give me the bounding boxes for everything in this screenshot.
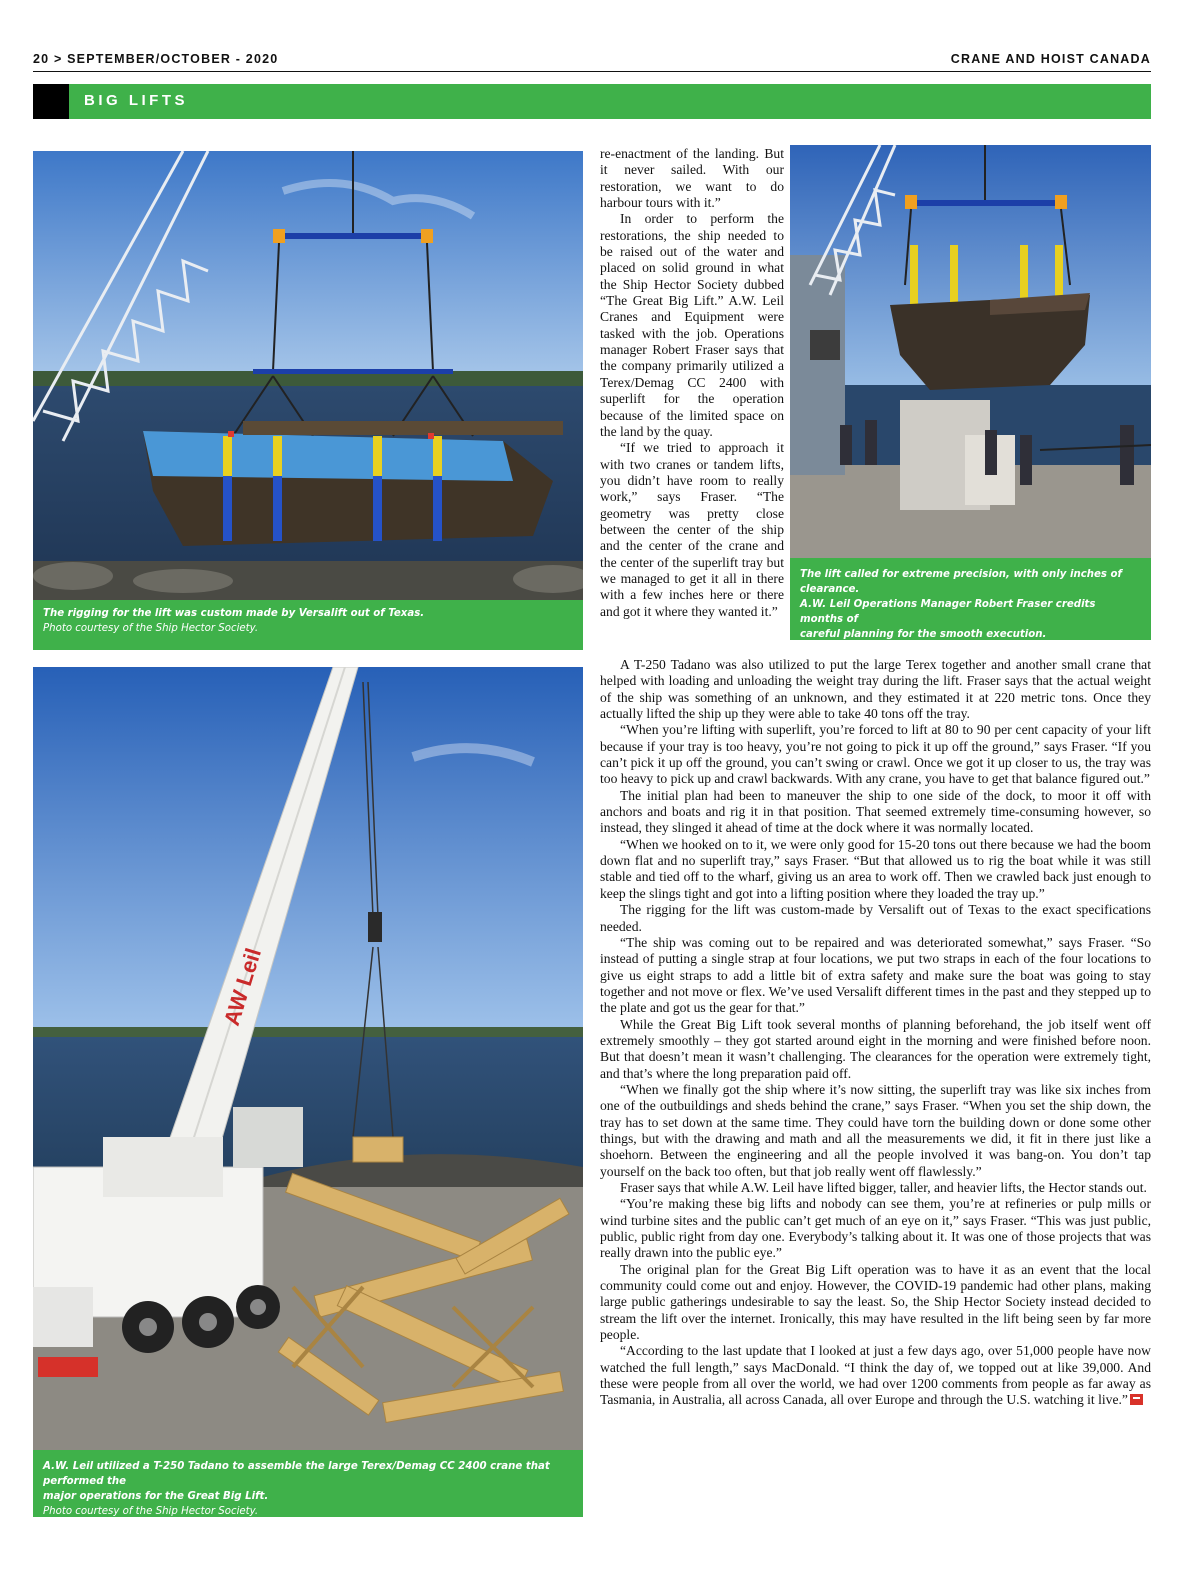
crane-decal: AW Leil	[218, 945, 267, 1029]
photo-credit: Photo courtesy of the Ship Hector Society.	[800, 644, 1016, 655]
article-column-wide	[600, 657, 1151, 1409]
caption-line: A.W. Leil utilized a T-250 Tadano to assemble the large Terex/Demag CC 2400 crane that performed the	[43, 1461, 550, 1487]
banner-block	[33, 84, 69, 119]
caption-text: The rigging for the lift was custom made by Versalift out of Texas.	[43, 608, 425, 619]
caption-tadano-crane	[33, 1450, 583, 1517]
article-paragraph: Fraser says that while A.W. Leil have lifted bigger, taller, and heavier lifts, the Hector stands out.	[620, 1180, 1147, 1195]
caption-line: The lift called for extreme precision, with only inches of clearance.	[800, 569, 1122, 595]
caption-line: careful planning for the smooth execution.	[800, 629, 1047, 640]
section-banner	[33, 84, 1151, 119]
article-paragraph: The initial plan had been to maneuver the ship to one side of the dock, to moor it off with anchors and boats and rig it in that position. That seemed extremely time-consuming however, so instead, they slinged it ahead of time at the dock where it was normally located.	[600, 787, 1151, 836]
article-paragraph: “When you’re lifting with superlift, you’re forced to lift at 80 to 90 per cent capacity of your lift because if your tray is too heavy, you’re not going to pick it up off the ground,” says Fraser. “If you can’t pick it up off the ground, you can’t swing or crawl. Once we got it up closer to us, the tray was too heavy to pick up and crawl backwards. With any crane, you have to get that balance figured out.”	[600, 722, 1151, 787]
article-paragraph: While the Great Big Lift took several months of planning beforehand, the job itself went off extremely smoothly – they got started around eight in the morning and were finished before noon. But that doesn’t mean it wasn’t challenging. The clearances for the operation were extremely tight, and that’s where the long preparation paid off.	[600, 1016, 1151, 1081]
article-paragraph: “If we tried to approach it with two cranes or tandem lifts, you didn’t have room to really work,” says Fraser. “The geometry was pretty close between the center of the ship and the center of the crane and the center of the superlift tray but we managed to get it all in there with a few inches here or there and got it where they wanted it.”	[600, 440, 784, 619]
end-of-article-icon	[1130, 1394, 1143, 1405]
article-column-narrow	[600, 146, 784, 620]
section-label: BIG LIFTS	[84, 92, 188, 109]
article-paragraph: “When we finally got the ship where it’s now sitting, the superlift tray was like six inches from one of the outbuildings and sheds behind the crane,” says Fraser. “When you set the ship down, the tray has to set down at the same time. They could have torn the building down or done some other things, but with the drawing and math and all the measurements we did, it fit in there just like a shoehorn. Between the engineering and all the people involved it was bang-on. You don’t tap yourself on the back too often, but that job really went off flawlessly.”	[600, 1081, 1151, 1179]
running-header	[33, 52, 1151, 70]
caption-line: A.W. Leil Operations Manager Robert Fraser credits months of	[800, 599, 1096, 625]
caption-ship-quay	[790, 558, 1151, 655]
article-last-paragraph	[600, 1343, 1151, 1408]
page-info: 20 > SEPTEMBER/OCTOBER - 2020	[33, 52, 279, 66]
article-paragraph: “When we hooked on to it, we were only good for 15-20 tons out there because we had the boom down flat and no superlift tray,” says Fraser. “But that allowed us to rig the boat while it was still stable and tied off to the wharf, giving us an area to work off. Then we crawled back just enough to keep the slings tight and got into a lifting position where they loaded the tray up.”	[600, 836, 1151, 901]
photo-credit: Photo courtesy of the Ship Hector Society.	[43, 623, 259, 634]
article-paragraph: The original plan for the Great Big Lift operation was to have it as an event that the local community could come out and enjoy. However, the COVID-19 pandemic had other plans, making large public gatherings undesirable to say the least. So, the Ship Hector Society instead decided to stream the lift over the internet. Ironically, this may have resulted in the lift being seen by far more people.	[600, 1261, 1151, 1343]
article-paragraph: A T-250 Tadano was also utilized to put the large Terex together and another small crane that helped with loading and unloading the weight tray during the lift. Fraser says that the actual weight of the ship was something of an unknown, and they estimated it at 220 metric tons. Once they actually lifted the ship up they were able to take 40 tons off the tray.	[600, 657, 1151, 722]
article-paragraph: In order to perform the restorations, the ship needed to be raised out of the water and placed on solid ground in what the Ship Hector Society dubbed “The Great Big Lift.” A.W. Leil Cranes and Equipment were tasked with the job. Operations manager Robert Fraser says that the company primarily utilized a Terex/Demag CC 2400 with superlift for the operation because of the limited space on the land by the quay.	[600, 211, 784, 439]
caption-ship-rigging	[33, 600, 583, 650]
caption-line: major operations for the Great Big Lift.	[43, 1491, 269, 1502]
article-paragraph: “You’re making these big lifts and nobody can see them, you’re at refineries or pulp mills or wind turbine sites and the public can’t get much of an eye on it,” says Fraser. “This was just public, public, public right from day one. Everybody’s talking about it. It was one of those projects that was really drawn into the public eye.”	[600, 1196, 1151, 1261]
article-paragraph-text: “According to the last update that I looked at just a few days ago, over 51,000 people have now watched the full length,” says MacDonald. “I think the day of, we topped out at like 39,000. And these were people from all over the world, we had over 1200 comments from people as far away as Tasmania, in Australia, all across Canada, all over Europe and through the U.S. watching it live.”	[600, 1343, 1151, 1408]
article-paragraph: “The ship was coming out to be repaired and was deteriorated somewhat,” says Fraser. “So instead of putting a single strap at four locations, we put two straps in each of the four locations to give us eight straps to add a little bit of extra safety and make sure the boat was going to stay together and not move or flex. We’ve used Versalift different times in the past and they stepped up to the plate and got us the gear for that.”	[600, 934, 1151, 1016]
photo-ship-quay	[790, 145, 1151, 558]
article-paragraph: The rigging for the lift was custom-made by Versalift out of Texas to the exact specifications needed.	[600, 902, 1151, 934]
article-paragraph: re-enactment of the landing. But it never sailed. With our restoration, we want to do harbour tours with it.”	[600, 146, 784, 211]
header-rule	[33, 71, 1151, 72]
photo-ship-rigging	[33, 151, 583, 600]
photo-credit: Photo courtesy of the Ship Hector Society.	[43, 1506, 259, 1517]
photo-tadano-crane	[33, 667, 583, 1450]
publication-name: CRANE AND HOIST CANADA	[950, 52, 1151, 66]
